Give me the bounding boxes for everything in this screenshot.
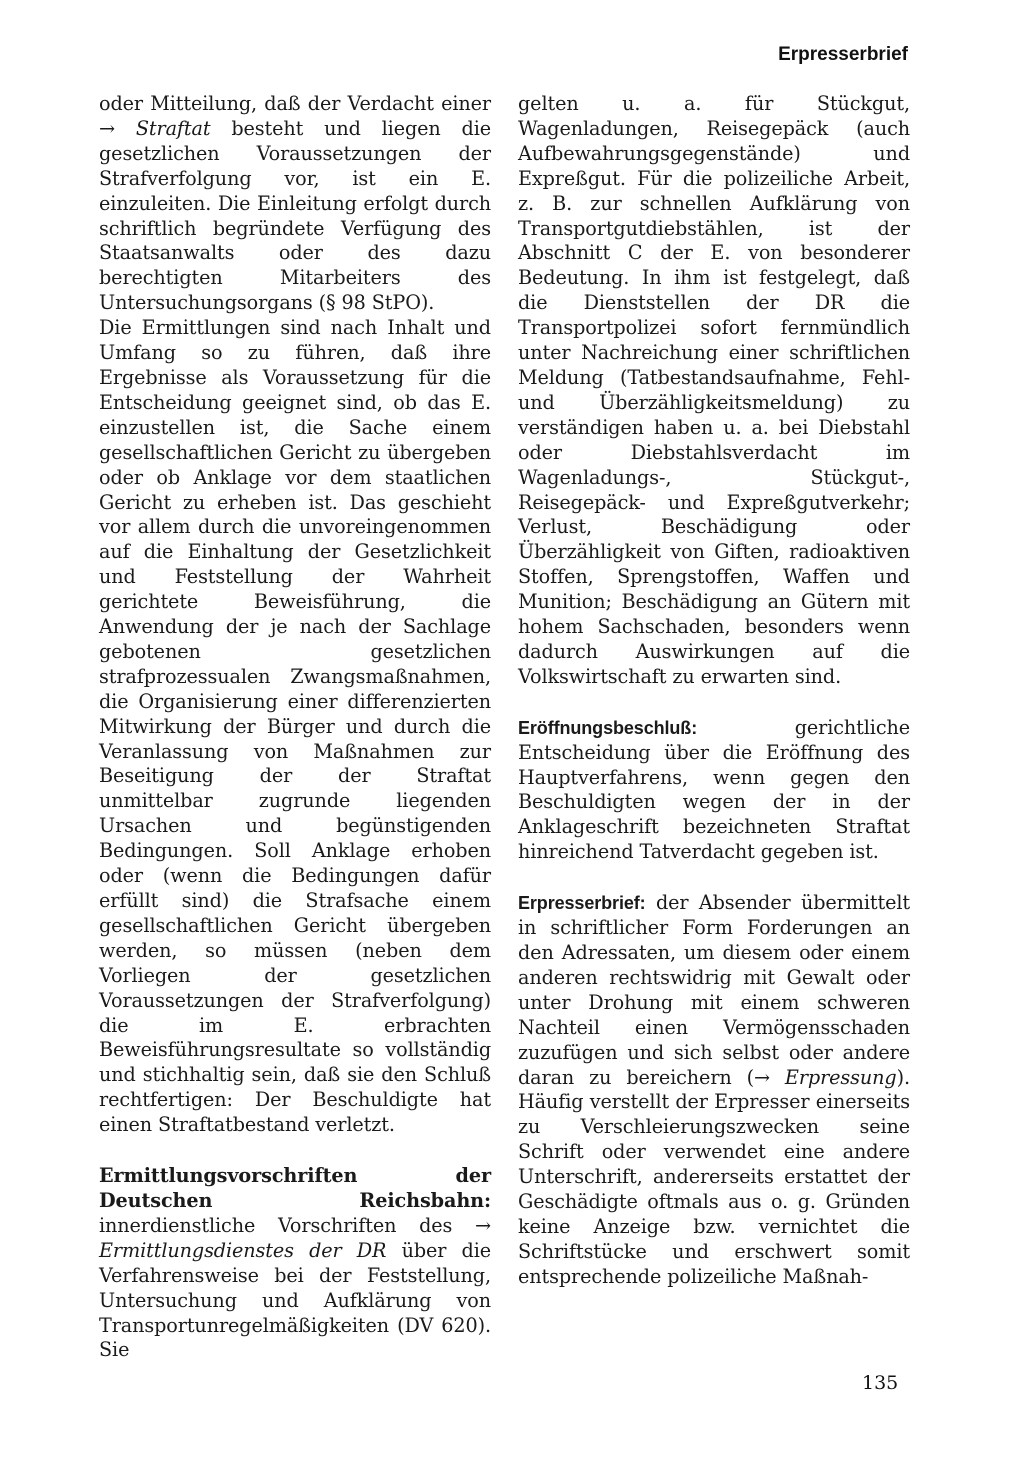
text-segment: gerichtliche Entscheidung über die Eröffnung des Hauptverfahrens, wenn gegen den Beschuldigten wegen der in der Anklageschrift bezeichneten Straftat hinreichend Tatverdacht gegeben ist. [518,715,910,864]
entry-head-eroeffnungsbeschluss: Eröffnungsbeschluß: [518,717,698,738]
arrow-glyph: → [99,116,115,140]
arrow-glyph: → [475,1213,491,1237]
arrow-glyph: → [753,1065,770,1089]
paragraph-ermittlungen: Die Ermittlungen sind nach Inhalt und Umfang so zu führen, daß ihre Ergebnisse als Voraussetzung für die Entscheidung geeignet sind, ob das E. einzustellen ist, die Sache einem gesellschaftlichen Gericht zu übergeben oder ob Anklage vor dem staatlichen Gericht zu erheben ist. Das geschieht vor allem durch die unvoreingenommen auf die Einhaltung der Gesetzlichkeit und Feststellung der Wahrheit gerichtete Beweisführung, die Anwendung der je nach der Sachlage gebotenen gesetzlichen strafprozessualen Zwangsmaßnahmen, die Organisierung einer differenzierten Mitwirkung der Bürger und durch die Veranlassung von Maßnahmen zur Beseitigung der der Straftat unmittelbar zugrunde liegenden Ursachen und begünstigenden Bedingungen. Soll Anklage erhoben oder (wenn die Bedingungen dafür erfüllt sind) die Strafsache einem gesellschaftlichen Gericht übergeben werden, so müssen (neben dem Vorliegen der gesetzlichen Voraussetzungen der Strafverfolgung) die im E. erbrachten Beweisführungsresultate so vollständig und stichhaltig sein, daß sie den Schluß rechtfertigen: Der Beschuldigte hat einen Straftatbestand verletzt. [99,316,491,1137]
cross-reference-straftat: Straftat [135,116,211,140]
text-segment: ). Häufig verstellt der Erpresser einerseits zu Verschleierungszwecken seine Schrift oder verwendet eine andere Unterschrift, andererseits erstattet der Geschädigte oftmals aus o. g. Gründen keine Anzeige bzw. vernichtet die Schriftstücke und erschwert somit entsprechende polizeiliche Maßnah- [518,1065,910,1288]
left-column [99,92,491,1363]
text-segment: innerdienstliche Vorschriften des [99,1213,476,1237]
text-segment: oder Mitteilung, daß der Verdacht einer [99,92,491,115]
entry-erpresserbrief [518,891,910,1290]
entry-head-ermittlungsvorschriften: Ermittlungsvorschriften der Deutschen Reichsbahn: [99,1164,491,1212]
text-segment: über die Verfahrensweise bei der Feststellung, Untersuchung und Aufklärung von Transportunregelmäßigkeiten (DV 620). Sie [99,1238,491,1362]
cross-reference-ermittlungsdienst: Ermittlungsdienstes der DR [99,1238,387,1262]
text-segment: besteht und liegen die gesetzlichen Voraussetzungen der Strafverfolgung vor, ist ein E. einzuleiten. Die Einleitung erfolgt durch schriftlich begründete Verfügung des Staatsanwalts oder des dazu berechtigten Mitarbeiters des Untersuchungsorgans (§ 98 StPO). [99,116,491,315]
paragraph-ermittlungsverfahren-intro [99,92,491,316]
entry-eroeffnungsbeschluss [518,716,910,865]
text-segment: der Absender übermittelt in schriftlicher Form Forderungen an den Adressaten, um diesem oder einem anderen rechtswidrig mit Gewalt oder unter Drohung mit einem schweren Nachteil einen Vermögensschaden zuzufügen und sich selbst oder andere daran zu bereichern ( [518,891,910,1089]
running-head: Erpresserbrief [778,44,908,65]
entry-ermittlungsvorschriften [99,1164,491,1363]
entry-head-erpresserbrief: Erpresserbrief: [518,893,646,914]
cross-reference-erpressung: Erpressung [784,1065,897,1089]
page-number: 135 [862,1372,899,1394]
right-column [518,92,910,1290]
paragraph-ermittlungsvorschriften-continued: gelten u. a. für Stückgut, Wagenladungen, Reisegepäck (auch Aufbewahrungsgegenstände) und Expreßgut. Für die polizeiliche Arbeit, z. B. zur schnellen Aufklärung von Transportgutdiebstählen, ist der Abschnitt C der E. von besonderer Bedeutung. In ihm ist festgelegt, daß die Dienststellen der DR die Transportpolizei sofort fernmündlich unter Nachreichung einer schriftlichen Meldung (Tatbestandsaufnahme, Fehl- und Überzähligkeitsmeldung) zu verständigen haben u. a. bei Diebstahl oder Diebstahlsverdacht im Wagenladungs-, Stückgut-, Reisegepäck- und Expreßgutverkehr; Verlust, Beschädigung oder Überzähligkeit von Giften, radioaktiven Stoffen, Sprengstoffen, Waffen und Munition; Beschädigung an Gütern mit hohem Sachschaden, besonders wenn dadurch Auswirkungen auf die Volkswirtschaft zu erwarten sind. [518,92,910,688]
